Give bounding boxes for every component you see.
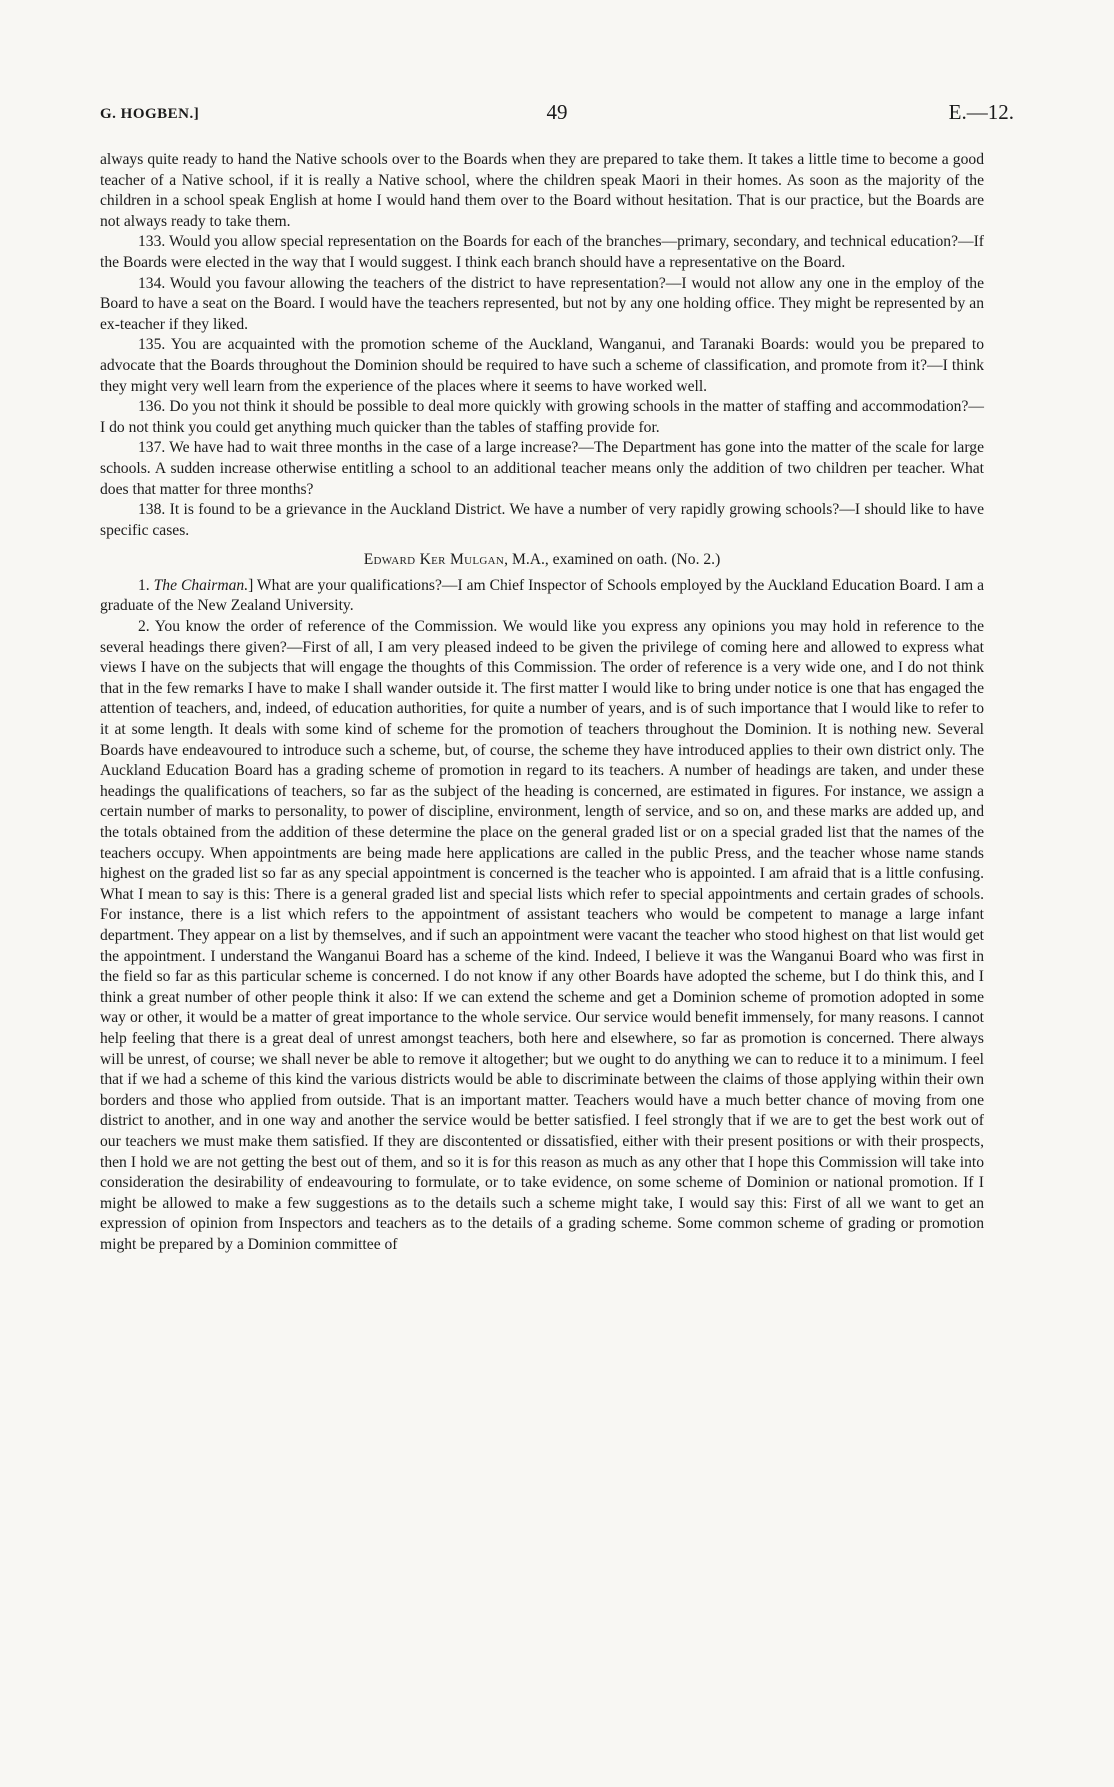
header-witness: G. HOGBEN.] xyxy=(100,106,200,122)
page-header xyxy=(100,100,1014,134)
document-body xyxy=(100,150,984,1255)
paragraph-135: 135. You are acquainted with the promotion scheme of the Auckland, Wanganui, and Taranaki Boards: would you be prepared to advocate that the Boards throughout the Dominion should be required to have such a scheme of classification, and promote from it?—I think they might very well learn from the experience of the places where it seems to have worked well. xyxy=(100,336,984,395)
witness-heading xyxy=(100,550,984,571)
q1-speaker: The Chairman. xyxy=(153,576,249,594)
paragraph-q2: 2. You know the order of reference of the Commission. We would like you express any opinions you may hold in reference to the several headings there given?—First of all, I am very pleased indeed to be given the privilege of coming here and allowed to express what views I have on the subjects that will engage the thoughts of this Commission. The order of reference is a very wide one, and I do not think that in the few remarks I have to make I shall wander outside it. The first matter I would like to bring under notice is one that has engaged the attention of teachers, and, indeed, of education authorities, for quite a number of years, and is of such importance that I would like to refer to it at some length. It deals with some kind of scheme for the promotion of teachers throughout the Dominion. It is nothing new. Several Boards have endeavoured to introduce such a scheme, but, of course, the scheme they have introduced applies to their own district only. The Auckland Education Board has a grading scheme of promotion in regard to its teachers. A number of headings are taken, and under these headings the qualifications of teachers, so far as the subject of the heading is concerned, are estimated in figures. For instance, we assign a certain number of marks to personality, to power of discipline, environment, length of service, and so on, and these marks are added up, and the totals obtained from the addition of these determine the place on the general graded list or on a special graded list that the names of the teachers occupy. When appointments are being made here applications are called in the public Press, and the teacher whose name stands highest on the graded list so far as any special appointment is concerned is the teacher who is appointed. I am afraid that is a little confusing. What I mean to say is this: There is a general graded list and special lists which refer to special appointments and certain grades of schools. For instance, there is a list which refers to the appointment of assistant teachers who would be competent to manage a large infant department. They appear on a list by themselves, and if such an appointment were vacant the teacher who stood highest on that list would get the appointment. I understand the Wanganui Board has a scheme of the kind. Indeed, I believe it was the Wanganui Board who was first in the field so far as this particular scheme is concerned. I do not know if any other Boards have adopted the scheme, but I do think this, and I think a great number of other people think it also: If we can extend the scheme and get a Dominion scheme of promotion adopted in some way or other, it would be a matter of great importance to the whole service. Our service would benefit immensely, for many reasons. I cannot help feeling that there is a great deal of unrest amongst teachers, both here and elsewhere, so far as promotion is concerned. There always will be unrest, of course; we shall never be able to remove it altogether; but we ought to do anything we can to reduce it to a minimum. I feel that if we had a scheme of this kind the various districts would be able to discriminate between the claims of those applying within their own borders and those who applied from outside. That is an important matter. Teachers would have a much better chance of moving from one district to another, and in one way and another the service would be better satisfied. I feel strongly that if we are to get the best work out of our teachers we must make them satisfied. If they are discontented or dissatisfied, either with their present positions or with their prospects, then I hold we are not getting the best out of them, and so it is for this reason as much as any other that I hope this Commission will take into consideration the desirability of endeavouring to formulate, or to take evidence, on some scheme of Dominion or national promotion. If I might be allowed to make a few suggestions as to the details such a scheme might take, I would say this: First of all we want to get an expression of opinion from Inspectors and teachers as to the details of a grading scheme. Some common scheme of grading or promotion might be prepared by a Dominion committee of xyxy=(100,618,984,1253)
document-reference: E.—12. xyxy=(948,100,1014,124)
q1-number: 1. xyxy=(138,576,154,594)
witness-heading-rest: , M.A., examined on oath. (No. 2.) xyxy=(504,551,721,569)
paragraph-133: 133. Would you allow special representation on the Boards for each of the branches—primary, secondary, and technical education?—If the Boards were elected in the way that I would suggest. I think each branch should have a representative on the Board. xyxy=(100,233,984,271)
paragraph-136: 136. Do you not think it should be possible to deal more quickly with growing schools in the matter of staffing and accommodation?—I do not think you could get anything much quicker than the tables of staffing provide for. xyxy=(100,398,984,436)
paragraph-134: 134. Would you favour allowing the teachers of the district to have representation?—I would not allow any one in the employ of the Board to have a seat on the Board. I would have the teachers represented, but not by any one holding office. They might be represented by an ex-teacher if they liked. xyxy=(100,274,984,333)
paragraph-137: 137. We have had to wait three months in the case of a large increase?—The Department has gone into the matter of the scale for large schools. A sudden increase otherwise entitling a school to an additional teacher means only the addition of two children per teacher. What does that matter for three months? xyxy=(100,439,984,498)
continuation-paragraph: always quite ready to hand the Native schools over to the Boards when they are prepared to take them. It takes a little time to become a good teacher of a Native school, if it is really a Native school, where the children speak Maori in their homes. As soon as the majority of the children in a school speak English at home I would hand them over to the Board without hesitation. That is our practice, but the Boards are not always ready to take them. xyxy=(100,151,984,230)
paragraph-138: 138. It is found to be a grievance in the Auckland District. We have a number of very rapidly growing schools?—I should like to have specific cases. xyxy=(100,501,984,539)
paragraph-q1 xyxy=(100,576,984,617)
q1-text: ] What are your qualifications?—I am Chief Inspector of Schools employed by the Auckland Education Board. I am a graduate of the New Zealand University. xyxy=(100,576,984,615)
witness-name: Edward Ker Mulgan xyxy=(363,551,505,569)
page-number: 49 xyxy=(546,100,568,124)
